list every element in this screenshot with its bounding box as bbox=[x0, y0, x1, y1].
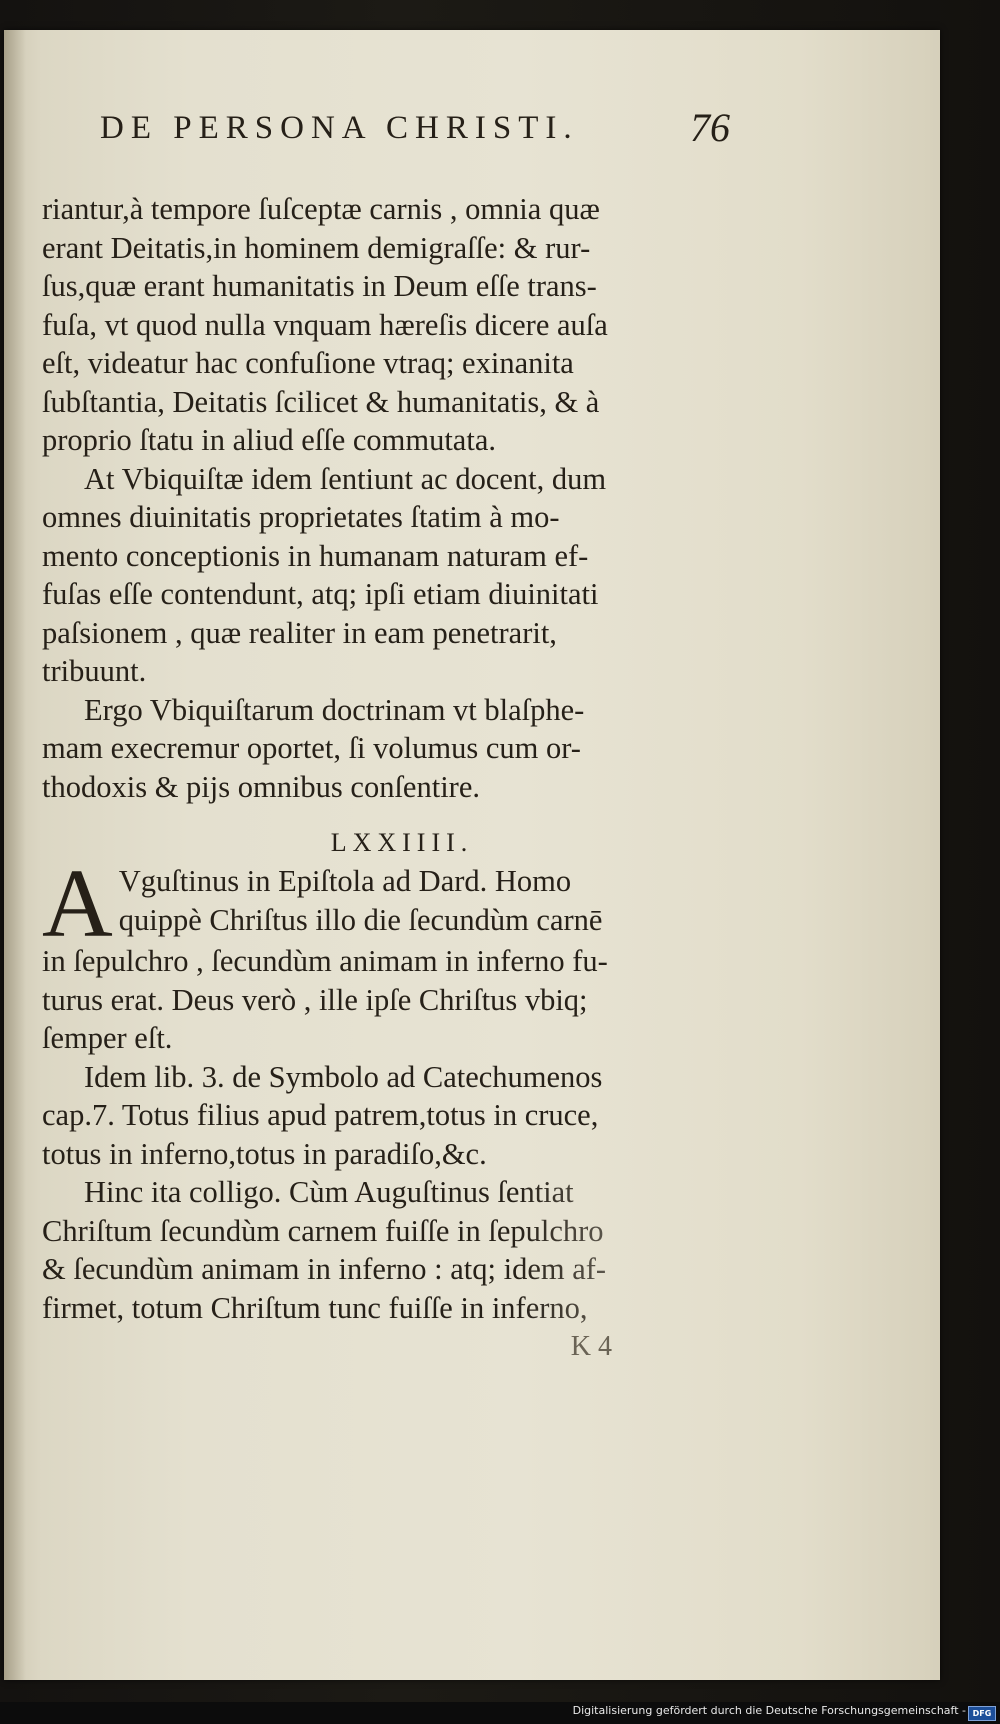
text-line: ſus,quæ erant humanitatis in Deum eſſe trans- bbox=[42, 269, 597, 303]
text-line: & ſecundùm animam in inferno : atq; idem af- bbox=[42, 1250, 722, 1289]
body-text bbox=[42, 190, 722, 1367]
digitization-credit-bar bbox=[0, 1702, 1000, 1724]
running-title: DE PERSONA CHRISTI. bbox=[100, 110, 579, 146]
text-line: mento conceptionis in humanam naturam ef- bbox=[42, 538, 589, 573]
paragraph bbox=[42, 1058, 722, 1174]
text-line: tribuunt. bbox=[42, 654, 147, 688]
text-line: At Vbiquiſtæ idem ſentiunt ac docent, dum bbox=[84, 461, 607, 496]
text-line: totus in inferno,totus in paradiſo,&c. bbox=[42, 1136, 487, 1171]
text-line: Vguſtinus in Epiſtola ad Dard. Homo bbox=[118, 864, 572, 898]
text-line: riantur,à tempore ſuſceptæ carnis , omnia quæ bbox=[42, 192, 600, 226]
text-line: Hinc ita colligo. Cùm Auguſtinus ſentiat bbox=[42, 1173, 722, 1212]
text-line: Idem lib. 3. de Symbolo ad Catechumenos bbox=[84, 1059, 603, 1094]
text-line: cap.7. Totus filius apud patrem,totus in cruce, bbox=[42, 1098, 599, 1132]
drop-cap-initial: A bbox=[42, 850, 113, 958]
text-line: ſubſtantia, Deitatis ſcilicet & humanitatis, & à bbox=[42, 384, 600, 419]
text-line: Chriſtum ſecundùm carnem fuiſſe in ſepulchro bbox=[42, 1212, 722, 1251]
text-line: in ſepulchro , ſecundùm animam in inferno fu- bbox=[42, 944, 608, 978]
text-line: proprio ſtatu in aliud eſſe commutata. bbox=[42, 423, 496, 457]
text-line: fuſa, vt quod nulla vnquam hæreſis dicere auſa bbox=[42, 307, 608, 342]
text-line: turus erat. Deus verò , ille ipſe Chriſtus vbiq; bbox=[42, 982, 588, 1017]
paragraph bbox=[42, 1173, 722, 1327]
page-number: 76 bbox=[690, 105, 730, 150]
dfg-logo-icon: DFG bbox=[968, 1706, 996, 1721]
paragraph bbox=[42, 460, 722, 691]
text-line: quippè Chriſtus illo die ſecundùm carnē bbox=[118, 902, 603, 937]
text-line: thodoxis & pijs omnibus conſentire. bbox=[42, 769, 480, 804]
text-line: eſt, videatur hac confuſione vtraq; exinanita bbox=[42, 346, 574, 380]
text-line: omnes diuinitatis proprietates ſtatim à mo- bbox=[42, 500, 560, 534]
text-line: mam execremur oportet, ſi volumus cum or- bbox=[42, 731, 581, 765]
gutter-shadow bbox=[4, 30, 26, 1680]
paragraph bbox=[42, 691, 722, 807]
text-line: firmet, totum Chriſtum tunc fuiſſe in inferno, bbox=[42, 1289, 722, 1328]
paragraph bbox=[42, 190, 722, 460]
digitization-credit: Digitalisierung gefördert durch die Deutsche Forschungsgemeinschaft - bbox=[572, 1704, 966, 1717]
text-line: paſsionem , quæ realiter in eam penetrarit, bbox=[42, 615, 557, 650]
section-number: LXXIIII. bbox=[330, 828, 474, 857]
text-line: fuſas eſſe contendunt, atq; ipſi etiam diuinitati bbox=[42, 577, 599, 611]
text-line: erant Deitatis,in hominem demigraſſe: & rur- bbox=[42, 230, 591, 265]
book-page bbox=[4, 30, 940, 1680]
running-head bbox=[100, 100, 730, 160]
signature-mark: K 4 bbox=[570, 1331, 612, 1362]
text-line: Ergo Vbiquiſtarum doctrinam vt blaſphe- bbox=[84, 692, 585, 727]
text-line: ſemper eſt. bbox=[42, 1021, 173, 1055]
paragraph-with-initial bbox=[42, 850, 722, 1058]
